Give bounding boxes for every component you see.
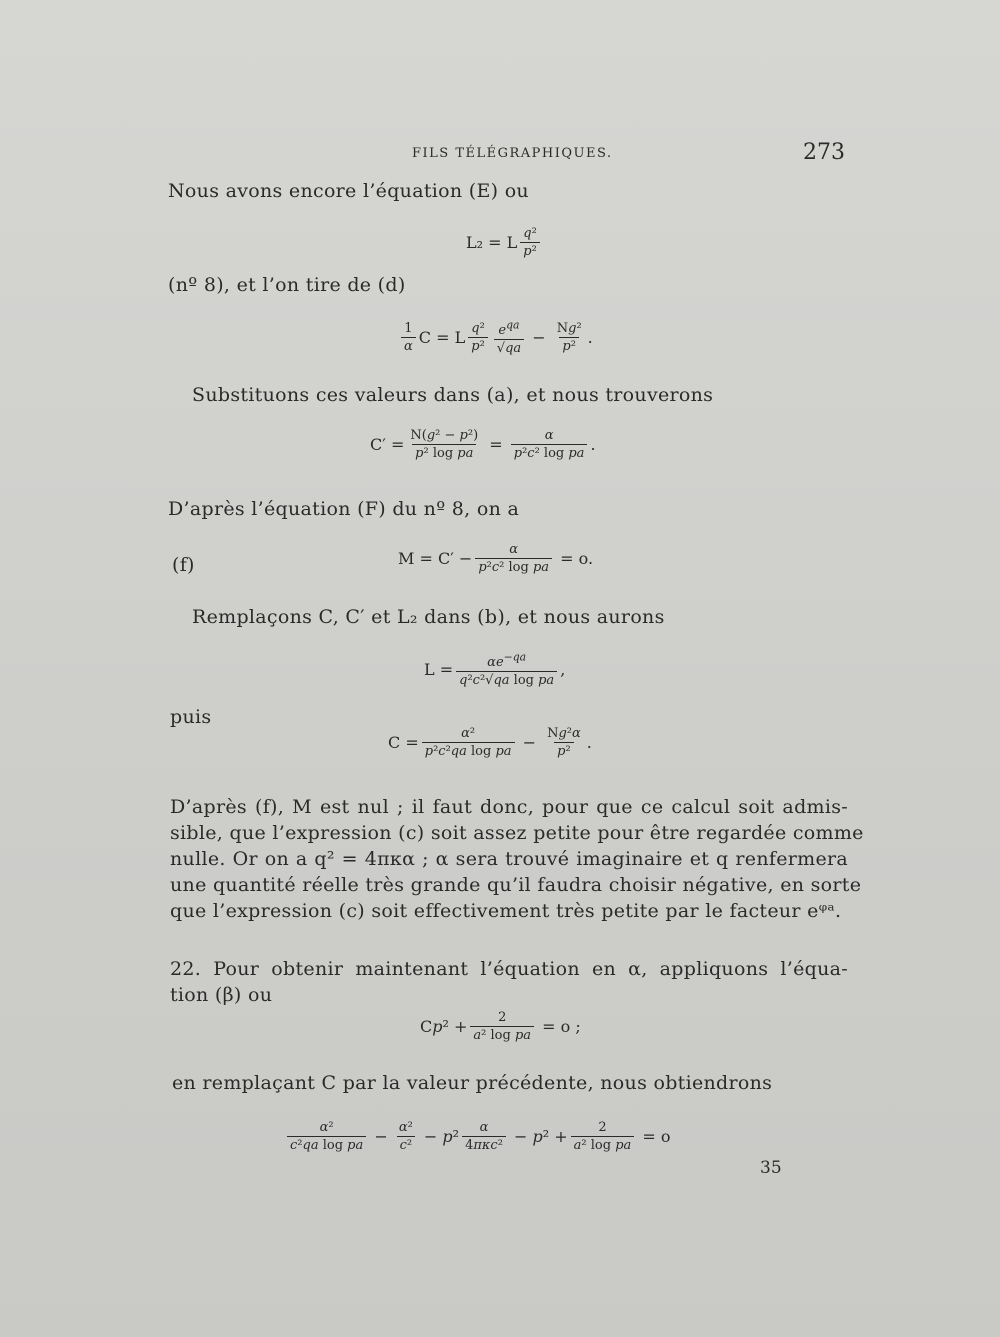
paragraph-5: Remplaçons C, C′ et L₂ dans (b), et nous aurons (192, 606, 665, 628)
equation-4: M = C′ − $\frac{\alpha}{\text{p²c² log pa}}$ = o. (398, 542, 594, 575)
paragraph-7-line: D’après (f), M est nul ; il faut donc, pour que ce calcul soit admis- (170, 796, 848, 818)
paragraph-1: Nous avons encore l’équation (E) ou (168, 180, 529, 202)
equation-3: C′ = $\frac{\text{N(g² − p²)}}{\text{p² log pa}}$ = $\frac{\alpha}{\text{p²c² log pa}}$ . (370, 428, 596, 461)
paragraph-7-line: sible, que l’expression (c) soit assez petite pour être regardée comme (170, 822, 864, 844)
equation-5: L = $\frac{\alpha e^{-qa}}{\text{q²c²√qa log pa}}$ , (424, 651, 566, 689)
equation-2: $\frac{1}{\alpha}$ C = L $\frac{\text{q²}}{\text{p²}}$ $\frac{e^{qa}}{√qa}$ − $\frac{\text{Ng²}}{\text{p²}}$ . (398, 318, 593, 356)
paragraph-8-line: tion (β) ou (170, 984, 273, 1006)
paragraph-7-line: nulle. Or on a q² = 4πκα ; α sera trouvé imaginaire et q renfermera (170, 848, 848, 870)
paragraph-9: en remplaçant C par la valeur précédente, nous obtiendrons (172, 1072, 773, 1094)
paragraph-4: D’après l’équation (F) du nº 8, on a (168, 498, 520, 520)
paragraph-7-line: une quantité réelle très grande qu’il faudra choisir négative, en sorte (170, 874, 862, 896)
signature-mark: 35 (760, 1158, 782, 1178)
equation-6: C = $\frac{\text{α²}}{\text{p²c²qa log pa}}$ − $\frac{\text{Ng²α}}{\text{p²}}$ . (388, 726, 592, 759)
paragraph-7-line: que l’expression (c) soit effectivement très petite par le facteur eᵠᵃ. (170, 900, 842, 922)
paragraph-6: puis (170, 706, 212, 728)
equation-7: Cp² + $\frac{2}{\text{a² log pa}}$ = o ; (420, 1010, 581, 1043)
page-number: 273 (803, 140, 845, 165)
equation-8: $\frac{\text{α²}}{\text{c²qa log pa}}$ − $\frac{\text{α²}}{\text{c²}}$ − p² $\frac{\alpha}{\text{4πκc²}}$ − p² + $\frac{2}{\text{a² log pa}}$ = o (284, 1120, 671, 1153)
equation-1: L₂ = L $\frac{\text{q²}}{\text{p²}}$ (466, 226, 543, 259)
paragraph-2: (nº 8), et l’on tire de (d) (168, 274, 406, 296)
paragraph-8 (170, 956, 848, 1008)
paragraph-8-line: 22. Pour obtenir maintenant l’équation en α, appliquons l’équa- (170, 958, 848, 980)
paragraph-7 (170, 794, 864, 924)
equation-4-label: (f) (172, 554, 195, 576)
running-title: FILS TÉLÉGRAPHIQUES. (412, 146, 613, 161)
paragraph-3: Substituons ces valeurs dans (a), et nous trouverons (192, 384, 714, 406)
